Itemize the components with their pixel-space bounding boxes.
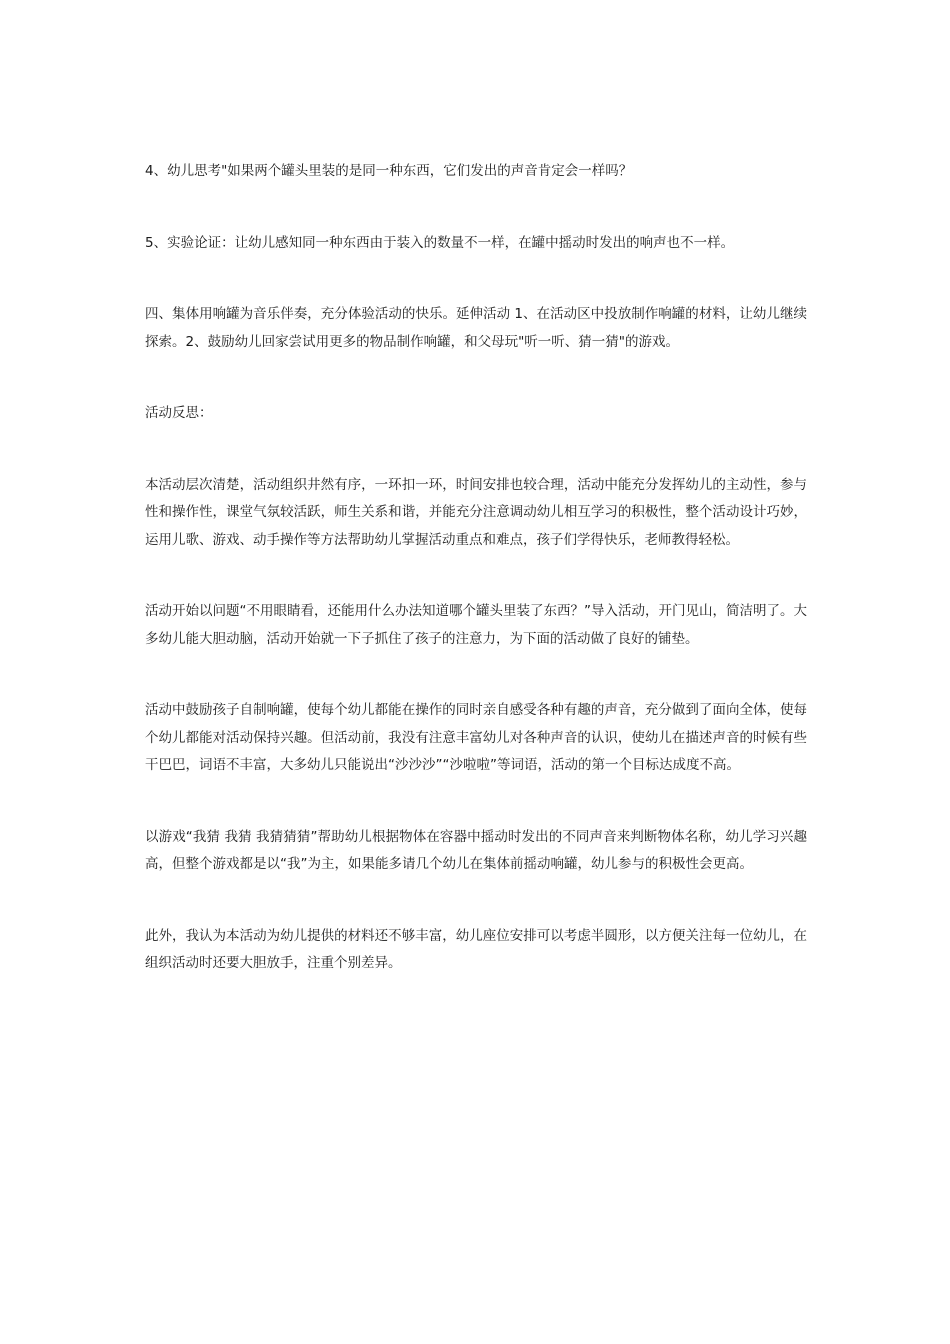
paragraph-spacer (145, 879, 807, 923)
document-body (145, 158, 807, 978)
paragraph-spacer (145, 554, 807, 598)
paragraph-reflection-improvement: 此外，我认为本活动为幼儿提供的材料还不够丰富，幼儿座位安排可以考虑半圆形，以方便关注每一位幼儿，在组织活动时还要大胆放手，注重个别差异。 (145, 927, 807, 971)
paragraph-spacer (145, 428, 807, 472)
paragraph-step-4: 4、幼儿思考"如果两个罐头里装的是同一种东西，它们发出的声音肯定会一样吗？ (145, 163, 633, 179)
paragraph-spacer (145, 186, 807, 230)
paragraph-reflection-making: 活动中鼓励孩子自制响罐，使每个幼儿都能在操作的同时亲自感受各种有趣的声音，充分做到了面向全体，使每个幼儿都能对活动保持兴趣。但活动前，我没有注意丰富幼儿对各种声音的认识，使幼儿在描述声音的时候有些干巴巴，词语不丰富，大多幼儿只能说出“沙沙沙”“沙啦啦”等词语，活动的第一个目标达成度不高。 (145, 702, 807, 773)
paragraph-reflection-opening: 活动开始以问题“不用眼睛看，还能用什么办法知道哪个罐头里装了东西？”导入活动，开门见山，简洁明了。大多幼儿能大胆动脑，活动开始就一下子抓住了孩子的注意力，为下面的活动做了良好的铺垫。 (145, 603, 807, 647)
paragraph-reflection-game: 以游戏“我猜 我猜 我猜猜猜”帮助幼儿根据物体在容器中摇动时发出的不同声音来判断物体名称，幼儿学习兴趣高，但整个游戏都是以“我”为主，如果能多请几个幼儿在集体前摇动响罐，幼儿参与的积极性会更高。 (145, 828, 807, 872)
paragraph-spacer (145, 257, 807, 301)
paragraph-spacer (145, 780, 807, 824)
paragraph-reflection-overview: 本活动层次清楚，活动组织井然有序，一环扣一环，时间安排也较合理，活动中能充分发挥幼儿的主动性，参与性和操作性，课堂气氛较活跃，师生关系和谐，并能充分注意调动幼儿相互学习的积极性，整个活动设计巧妙，运用儿歌、游戏、动手操作等方法帮助幼儿掌握活动重点和难点，孩子们学得快乐，老师教得轻松。 (145, 476, 807, 548)
paragraph-spacer (145, 653, 807, 697)
paragraph-spacer (145, 356, 807, 400)
reflection-heading: 活动反思： (145, 405, 213, 421)
paragraph-step-5: 5、实验论证：让幼儿感知同一种东西由于装入的数量不一样，在罐中摇动时发出的响声也不一样。 (145, 234, 735, 251)
paragraph-section-4-extension: 四、集体用响罐为音乐伴奏，充分体验活动的快乐。延伸活动 1、在活动区中投放制作响罐的材料，让幼儿继续探索。2、鼓励幼儿回家尝试用更多的物品制作响罐，和父母玩"听一听、猜一猜"的游戏。 (145, 306, 807, 350)
